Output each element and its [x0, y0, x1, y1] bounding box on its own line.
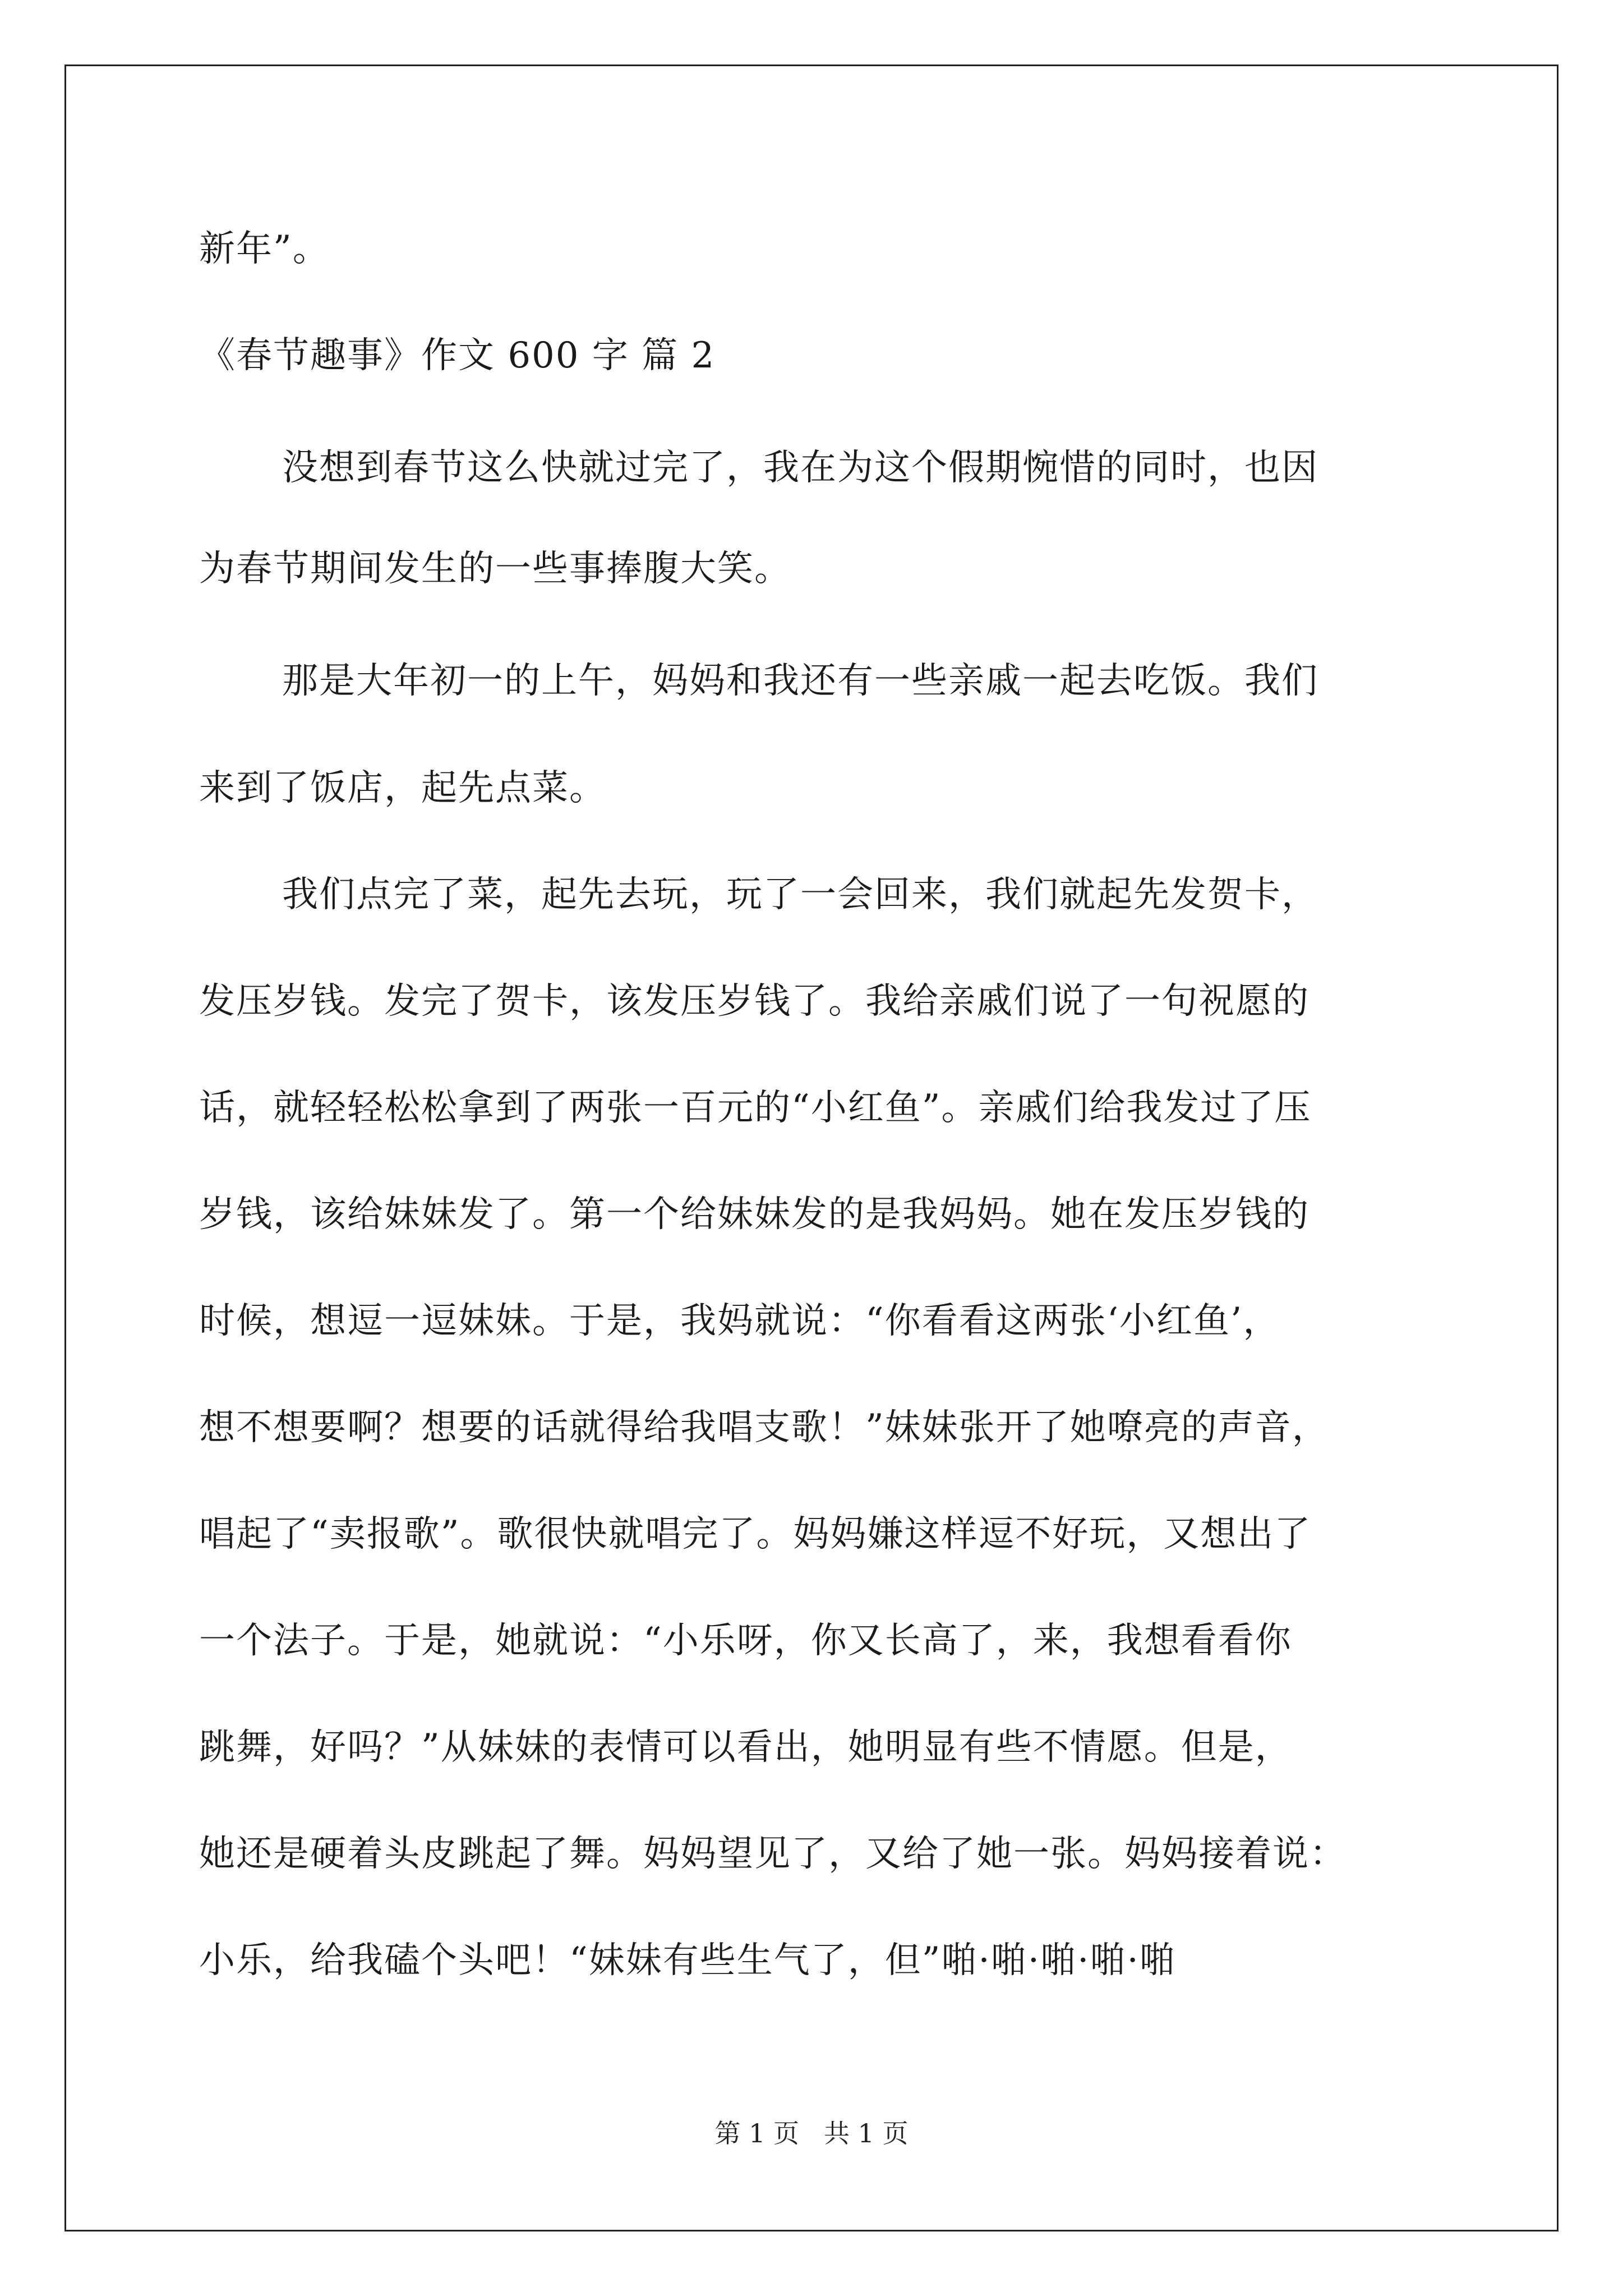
section-heading: 《春节趣事》作文 600 字 篇 2: [199, 335, 716, 376]
paragraph-line: 我们点完了菜，起先去玩，玩了一会回来，我们就起先发贺卡，: [282, 874, 1318, 915]
page-total: 共 1 页: [824, 2118, 909, 2148]
paragraph-line: 为春节期间发生的一些事捧腹大笑。: [199, 548, 791, 590]
paragraph-line: 想不想要啊？想要的话就得给我唱支歌！”妹妹张开了她嘹亮的声音，: [199, 1407, 1329, 1448]
paragraph-line: 她还是硬着头皮跳起了舞。妈妈望见了，又给了她一张。妈妈接着说：: [199, 1833, 1347, 1875]
paragraph-line: 小乐，给我磕个头吧！“妹妹有些生气了，但”啪·啪·啪·啪·啪: [199, 1940, 1177, 1981]
paragraph-line: 话，就轻轻松松拿到了两张一百元的“小红鱼”。亲戚们给我发过了压: [199, 1087, 1312, 1129]
page-border: [64, 65, 1559, 2231]
paragraph-line: 一个法子。于是，她就说：“小乐呀，你又长高了，来，我想看看你: [199, 1620, 1292, 1662]
text-line: 新年”。: [199, 228, 330, 270]
paragraph-line: 岁钱，该给妹妹发了。第一个给妹妹发的是我妈妈。她在发压岁钱的: [199, 1194, 1310, 1235]
paragraph-line: 时候，想逗一逗妹妹。于是，我妈就说：“你看看这两张‘小红鱼’，: [199, 1300, 1280, 1342]
paragraph-line: 来到了饭店，起先点菜。: [199, 767, 606, 809]
paragraph-line: 跳舞，好吗？”从妹妹的表情可以看出，她明显有些不情愿。但是，: [199, 1727, 1292, 1768]
paragraph-line: 没想到春节这么快就过完了，我在为这个假期惋惜的同时，也因: [282, 447, 1318, 489]
page-number: 第 1 页: [714, 2118, 799, 2148]
paragraph-line: 那是大年初一的上午，妈妈和我还有一些亲戚一起去吃饭。我们: [282, 660, 1318, 702]
paragraph-line: 发压岁钱。发完了贺卡，该发压岁钱了。我给亲戚们说了一句祝愿的: [199, 981, 1310, 1022]
paragraph-line: 唱起了“卖报歌”。歌很快就唱完了。妈妈嫌这样逗不好玩，又想出了: [199, 1513, 1312, 1555]
page-footer: [0, 2118, 1623, 2149]
